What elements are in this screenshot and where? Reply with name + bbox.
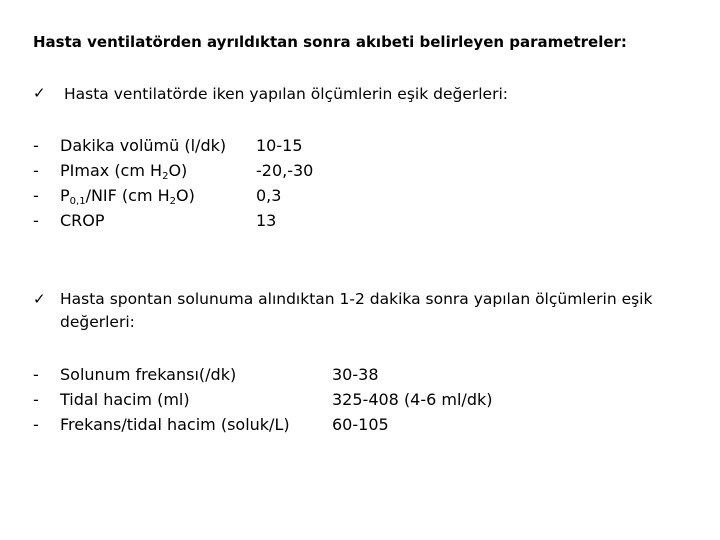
label-text: Dakika volümü (l/dk) [60,136,227,155]
check-icon: ✓ [33,84,46,102]
list-item-value: -20,-30 [256,161,314,180]
label-text: PImax (cm H [60,161,163,180]
list-item-value: 325-408 (4-6 ml/dk) [332,390,493,409]
list-dash: - [33,136,39,155]
list-item-value: 60-105 [332,415,389,434]
section2-heading-line2: değerleri: [60,313,135,331]
list-dash: - [33,390,39,409]
list-item-label: Solunum frekansı(/dk) [60,365,237,384]
page-title: Hasta ventilatörden ayrıldıktan sonra akıbeti belirleyen parametreler: [33,33,627,51]
section1-heading: Hasta ventilatörde iken yapılan ölçümlerin eşik değerleri: [64,85,508,103]
list-item-label: Tidal hacim (ml) [60,390,190,409]
list-item-label [60,211,105,230]
list-item-value: 30-38 [332,365,379,384]
list-dash: - [33,211,39,230]
list-dash: - [33,161,39,180]
list-dash: - [33,186,39,205]
label-subscript: 2 [162,171,169,182]
list-item-label [60,186,195,205]
label-text: CROP [60,211,105,230]
list-dash: - [33,415,39,434]
list-item-label: Frekans/tidal hacim (soluk/L) [60,415,290,434]
label-subscript: 2 [169,196,177,207]
list-item-label [60,161,187,180]
section2-heading-line1: Hasta spontan solunuma alındıktan 1-2 dakika sonra yapılan ölçümlerin eşik [60,290,653,308]
label-text: /NIF (cm H [85,186,170,205]
list-dash: - [33,365,39,384]
label-text: O) [168,161,188,180]
list-item-value: 0,3 [256,186,282,205]
label-subscript: 0,1 [69,196,86,207]
list-item-value: 13 [256,211,277,230]
list-item-value: 10-15 [256,136,303,155]
label-text: P [60,186,70,205]
check-icon: ✓ [33,290,46,308]
list-item-label [60,136,226,155]
label-text: O) [176,186,195,205]
